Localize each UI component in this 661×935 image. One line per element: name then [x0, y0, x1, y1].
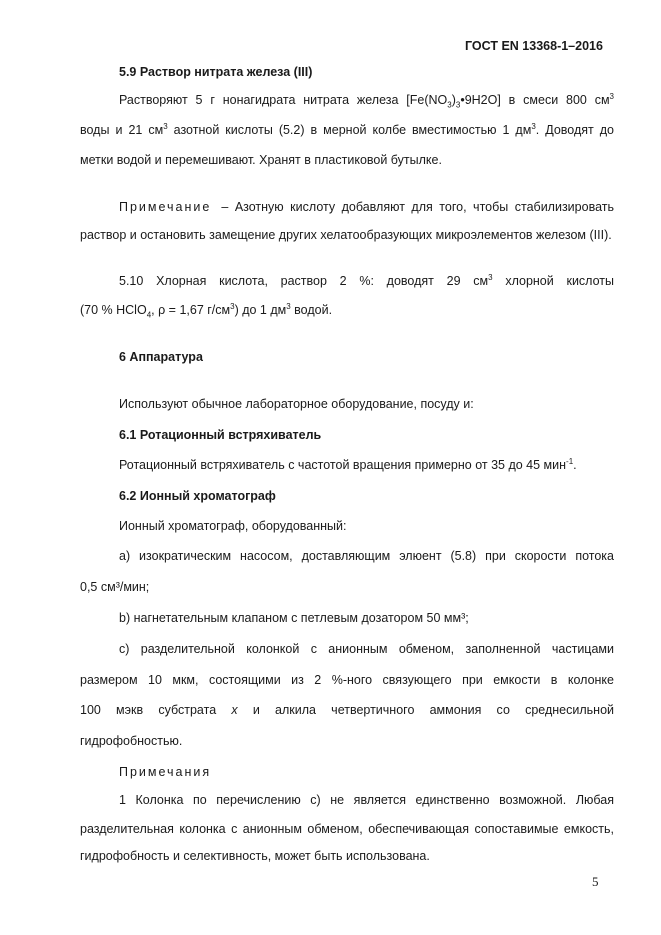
- item-a-line-1: a) изократическим насосом, доставляющим элюент (5.8) при скорости потока: [119, 549, 614, 563]
- note-1-line-3: гидрофобность и селективность, может быть использована.: [80, 849, 430, 863]
- section-6-1-title: 6.1 Ротационный встряхиватель: [119, 428, 322, 442]
- s61-text: Ротационный встряхиватель с частотой вращения примерно от 35 до 45 мин$^{-1}$.: [119, 456, 577, 472]
- s59-line-1: Растворяют 5 г нонагидрата нитрата железа $[Fe(NO_3)_3•9H2O]$ в смеси 800 $см^3$: [119, 91, 614, 110]
- item-c-line-1: c) разделительной колонкой с анионным обменом, заполненной частицами: [119, 642, 614, 656]
- section-5-9-title: 5.9 Раствор нитрата железа (III): [119, 65, 313, 79]
- item-c-line-2: размером 10 мкм, состоящими из 2 %-ного связующего при емкости в колонке: [80, 673, 614, 687]
- s59-line-2: воды и 21 $см^3$ азотной кислоты (5.2) в мерной колбе вместимостью 1 $дм^3$. Доводят до: [80, 121, 615, 137]
- section-6-title: 6 Аппаратура: [119, 350, 203, 364]
- note-1-line-1: 1 Колонка по перечислению с) не является единственно возможной. Любая: [119, 793, 614, 807]
- item-b-line-1: b) нагнетательным клапаном с петлевым дозатором 50 мм³;: [119, 611, 469, 625]
- note-1-line-2: разделительная колонка с анионным обменом, обеспечивающая сопоставимые емкость,: [80, 822, 614, 836]
- page-number: 5: [592, 874, 599, 889]
- s510-line-1: 5.10 Хлорная кислота, раствор 2 %: доводят 29 $см^3$ хлорной кислоты: [119, 272, 614, 288]
- item-c-line-3: 100 мэкв субстрата x и алкила четвертичного аммония со среднесильной: [80, 703, 615, 717]
- item-c-line-4: гидрофобностью.: [80, 734, 183, 748]
- s6-intro: Используют обычное лабораторное оборудование, посуду и:: [119, 397, 474, 411]
- s59-note-line-1: Примечание – Азотную кислоту добавляют для того, чтобы стабилизировать: [119, 200, 614, 214]
- note-label: Примечание: [119, 200, 212, 214]
- item-a-line-2: 0,5 см³/мин;: [80, 580, 150, 594]
- standard-header: ГОСТ EN 13368-1–2016: [465, 39, 603, 53]
- s59-line-3: метки водой и перемешивают. Хранят в пластиковой бутылке.: [80, 153, 442, 167]
- notes-label: Примечания: [119, 765, 212, 779]
- s59-note-line-2: раствор и остановить замещение других хелатообразующих микроэлементов железом (III).: [80, 228, 612, 242]
- s510-line-2: (70 % HClO$_4$, ρ = 1,67 $г/см^3$) до 1 $дм^3$ водой.: [80, 301, 333, 320]
- section-6-2-title: 6.2 Ионный хроматограф: [119, 489, 276, 503]
- s62-intro: Ионный хроматограф, оборудованный:: [119, 519, 347, 533]
